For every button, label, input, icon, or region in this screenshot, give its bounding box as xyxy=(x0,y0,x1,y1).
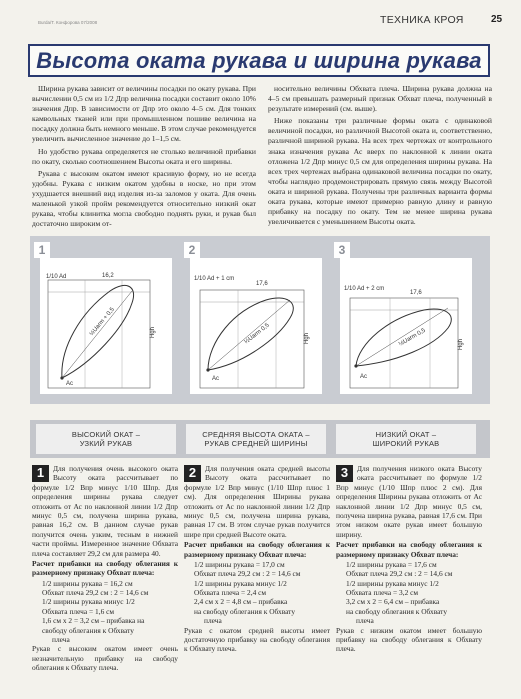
figure-panel-2 xyxy=(182,242,330,400)
calc-line: 1/2 ширины рукава минус 1/2 xyxy=(42,597,135,607)
figure-ac-label: Ac xyxy=(66,381,74,387)
figure-dim-label: 17,6 xyxy=(410,290,422,296)
page-number: 25 xyxy=(491,14,503,25)
figure-number: 1 xyxy=(34,242,50,258)
intro-text xyxy=(32,84,492,236)
calc-line: 1/2 ширины рукава = 16,2 см xyxy=(42,578,133,588)
section-title: ТЕХНИКА КРОЯ xyxy=(380,14,464,26)
intro-paragraph: Рукава с высоким окатом имеют красивую форму, но не всегда удобны. Рукава с низким окатом удобны в носке, но при этом ухудшается внешний вид изделия из-за заломов у оката. Для очень маленькой узкой пройм рекомендуется относительно низкий окат рукава, чтобы клинитка могла свободно поднять руки, и рукав был достаточно широким от- xyxy=(32,168,256,229)
label-line: СРЕДНЯЯ ВЫСОТА ОКАТА – xyxy=(202,430,310,439)
calc-line: плеча xyxy=(52,635,70,645)
calc-line: плеча xyxy=(204,616,222,626)
calc-line: Обхват плеча 29,2 см : 2 = 14,6 см xyxy=(42,588,149,598)
figure-ac-label: Ac xyxy=(212,376,220,382)
label-line: НИЗКИЙ ОКАТ – xyxy=(375,430,437,439)
label-line: УЗКИЙ РУКАВ xyxy=(79,439,133,448)
running-head: Burda/Т. Конфорова 07/2008 xyxy=(38,20,98,25)
title-box xyxy=(28,44,490,77)
step-number: 2 xyxy=(184,465,201,482)
step-column-3 xyxy=(336,464,482,694)
sleeve-drawing-high xyxy=(40,258,172,394)
figure-top-label: 1/10 Ad + 2 cm xyxy=(344,286,385,292)
label-line: РУКАВ СРЕДНЕЙ ШИРИНЫ xyxy=(204,439,308,448)
intro-paragraph: Ширина рукава зависит от величины посадки по окату рукава. При вычислении 0,5 см из 1/2 Дпр величина посадки составит около 10% значения Дпр. В зависимости от Дпр это около 4–5 см. Для тонких камвольных тканей или при промышленном пошиве величина на посадку должна быть немного меньше. В этом случае рекомендуется увеличить вычисленное значение до 1–1,5 см. xyxy=(32,84,256,144)
page-title: Высота оката рукава и ширина рукава xyxy=(36,47,482,73)
figure-number: 2 xyxy=(184,242,200,258)
calc-line: свободу облегания к Обхвату xyxy=(42,625,134,635)
figure-card xyxy=(40,258,172,394)
intro-paragraph: носительно величины Обхвата плеча. Ширина рукава должна на 4–5 см превышать размерный признак Обхват плеча, полученный в результате измерений (см. выше). xyxy=(268,84,492,114)
figure-h-label: Hgh xyxy=(304,332,310,344)
calc-title: Расчет прибавки на свободу облегания к размерному признаку Обхват плеча: xyxy=(32,558,178,578)
figure-shoulder-label: ½Uarm + 0,5 xyxy=(88,306,116,338)
calc-line: 1/2 ширины рукава = 17,6 см xyxy=(346,559,437,569)
step-text: Для получения очень высокого оката Высоту оката рассчитывает по формуле 1/2 Впр минус 1/10 Шпр. Для определения ширины рукава следует отложить от Ас по наклонной линии 1/2 Дпр минус 0,5 см, получена ширина рукава, равная 16,2 см. В данном случае рукав получится очень узким, тесным в нижней части проймы. Измеренное значение Обхвата плеча составляет 29,2 см для размера 40. xyxy=(32,464,178,558)
figure-panel-1 xyxy=(32,242,180,400)
figure-ac-label: Ac xyxy=(360,374,368,380)
step-number: 1 xyxy=(32,465,49,482)
figure-number: 3 xyxy=(334,242,350,258)
calc-line: Обхвата плеча = 3,2 см xyxy=(346,588,419,598)
calc-line: 3,2 см х 2 = 6,4 см – прибавка xyxy=(346,597,440,607)
step-number: 3 xyxy=(336,465,353,482)
calc-line: Обхвата плеча = 2,4 см xyxy=(194,588,267,598)
calc-line: 2,4 см х 2 = 4,8 см – прибавка xyxy=(194,597,288,607)
figure-top-label: 1/10 Ad + 1 cm xyxy=(194,276,235,282)
sleeve-drawing-low xyxy=(340,258,472,394)
calc-line: на свободу облегания к Обхвату xyxy=(346,606,448,616)
calc-title: Расчет прибавки на свободу облегания к размерному признаку Обхват плеча: xyxy=(336,540,482,559)
intro-paragraph: Но удобство рукава определяется не столько величиной прибавки по окату, сколько соотношением Высоты оката и его ширины. xyxy=(32,146,256,166)
figure-panel-3 xyxy=(332,242,480,400)
figure-top-label: 1/10 Ad xyxy=(46,274,67,280)
step-text: Для получения низкого оката Высоту оката рассчитывает по формуле 1/2 Впр минус (1/10 Шпр плюс 2 см). Для определения Ширины рукава отложить от Ас наклонной линии 1/2 Дпр минус 0,5 см, получена ширина рукава, равная 17,6 см. При этом низком окате рукав имеет большую ширину. xyxy=(336,464,482,539)
label-high xyxy=(36,424,176,454)
figure-h-label: Hgh xyxy=(150,326,156,338)
figure-h-label: Hgh xyxy=(458,338,464,350)
calc-line: 1/2 ширины рукава минус 1/2 xyxy=(346,578,439,588)
sleeve-drawing-medium xyxy=(190,258,322,394)
calc-line: плеча xyxy=(356,616,374,626)
label-line: ВЫСОКИЙ ОКАТ – xyxy=(71,430,141,439)
label-medium xyxy=(186,424,326,454)
calc-line: на свободу облегания к Обхвату xyxy=(194,606,296,616)
calc-line: Обхват плеча 29,2 см : 2 = 14,6 см xyxy=(346,569,453,579)
calc-line: 1,6 см х 2 = 3,2 см – прибавка на xyxy=(42,616,145,626)
label-line: ШИРОКИЙ РУКАВ xyxy=(372,439,440,448)
figure-dim-label: 17,6 xyxy=(256,281,268,287)
step-column-1 xyxy=(32,464,178,694)
step-note: Рукав с высоким окатом имеет очень незначительную прибавку на свободу облегания к Обхвату плеча. xyxy=(32,644,178,673)
calc-title: Расчет прибавки на свободу облегания к размерному признаку Обхват плеча: xyxy=(184,540,330,559)
calc-line: 1/2 ширины рукава = 17,0 см xyxy=(194,559,285,569)
figure-card xyxy=(190,258,322,394)
figure-shoulder-label: ½Uarm 0,5 xyxy=(398,327,427,348)
figure-dim-label: 16,2 xyxy=(102,273,114,279)
label-low xyxy=(336,424,476,454)
calc-line: Обхвата плеча = 1,6 см xyxy=(42,606,115,616)
calc-line: Обхват плеча 29,2 см : 2 = 14,6 см xyxy=(194,569,301,579)
calc-line: 1/2 ширины рукава минус 1/2 xyxy=(194,578,287,588)
step-note: Рукав с окатом средней высоты имеет достаточную прибавку на свободу облегания к Обхвату плеча. xyxy=(184,625,330,654)
figure-card xyxy=(340,258,472,394)
step-note: Рукав с низким окатом имеет большую прибавку на свободу облегания к Обхвату плеча. xyxy=(336,625,482,654)
step-column-2 xyxy=(184,464,330,694)
intro-paragraph: Ниже показаны три различные формы оката с одинаковой величиной посадки, но различной Высотой оката и, соответственно, различной шириной рукава. На всех трех чертежах от контрольного знака изначения рукава Ас вверх по наклонной к линии оката отложена 1/2 Дпр минус 0,5 см для определения ширины рукава. На всех трех чертежах выбрана одинаковой величина посадки по окату, чтобы наглядно продемонстрировать прямую связь между Высотой оката и шириной рукава. Получены три различных варианта формы оката рукава, которые имеют примерно равную длину и равную прибавку на посадку по окату. Тем не менее ширина рукава увеличивается с уменьшением Высоты оката. xyxy=(268,116,492,227)
step-text: Для получения оката средней высоты Высоту оката рассчитывает по формуле 1/2 Впр минус (1/10 Шпр плюс 1 см). Для определения Ширины рукава отложить от Ас по наклонной линии 1/2 Дпр минус 0,5 см, получена ширина рукава, равная 17 см. В этом случае рукав получится шире при средней Высоте оката. xyxy=(184,464,330,539)
figure-shoulder-label: ½Uarm 0,5 xyxy=(243,322,271,346)
